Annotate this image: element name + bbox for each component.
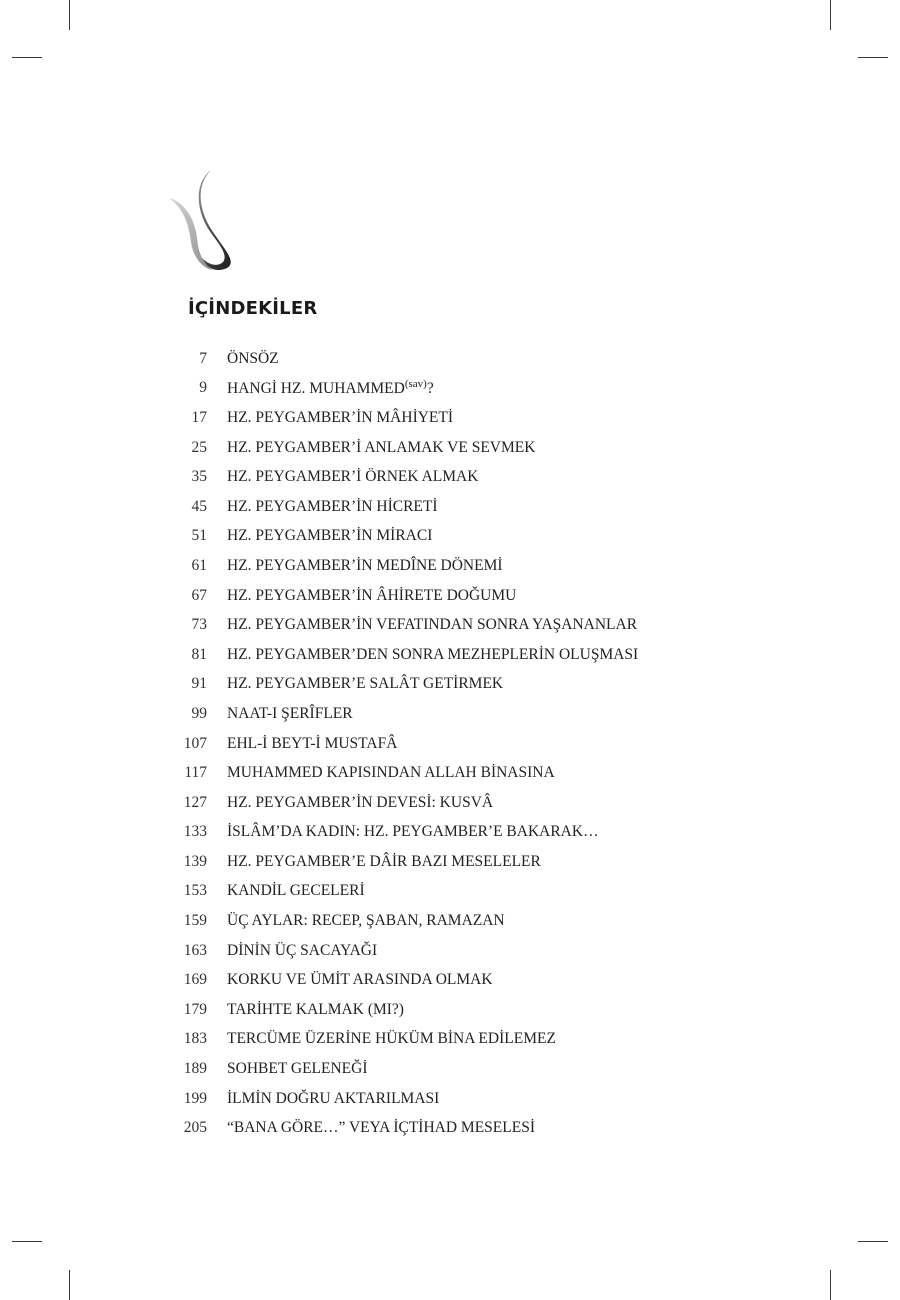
toc-entry[interactable]	[0, 403, 900, 433]
page-title: İÇİNDEKİLER	[188, 298, 318, 319]
toc-page-number: 73	[191, 616, 207, 634]
toc-page-number: 133	[183, 823, 207, 841]
toc-entry[interactable]	[0, 965, 900, 995]
toc-title	[227, 735, 397, 753]
toc-title	[227, 527, 432, 545]
toc-page-number: 127	[183, 793, 207, 811]
toc-title-text: HANGİ HZ. MUHAMMED	[227, 380, 405, 398]
toc-page-number: 61	[191, 556, 207, 574]
toc-title-text: İSLÂM’DA KADIN: HZ. PEYGAMBER’E BAKARAK…	[227, 823, 599, 841]
toc-title-text: EHL-İ BEYT-İ MUSTAFÂ	[227, 734, 398, 752]
toc-entry[interactable]	[0, 610, 900, 640]
toc-title-text: TARİHTE KALMAK (MI?)	[227, 1000, 404, 1018]
crescent-swash-icon	[165, 168, 245, 274]
toc-title-suffix: ?	[426, 380, 434, 398]
toc-title	[227, 616, 637, 634]
crop-mark-top-left	[69, 0, 70, 30]
toc-entry[interactable]	[0, 670, 900, 700]
toc-entry[interactable]	[0, 1113, 900, 1143]
toc-title	[227, 675, 503, 693]
toc-entry[interactable]	[0, 936, 900, 966]
toc-title-text: İLMİN DOĞRU AKTARILMASI	[227, 1089, 440, 1107]
toc-title-text: HZ. PEYGAMBER’E DÂİR BAZI MESELELER	[227, 852, 541, 870]
toc-title	[227, 912, 505, 930]
toc-entry[interactable]	[0, 729, 900, 759]
toc-entry[interactable]	[0, 433, 900, 463]
toc-title	[227, 764, 555, 782]
toc-title	[227, 646, 638, 664]
toc-title-text: HZ. PEYGAMBER’İN MİRACI	[227, 527, 433, 545]
toc-title-text: DİNİN ÜÇ SACAYAĞI	[227, 941, 378, 959]
toc-entry[interactable]	[0, 758, 900, 788]
toc-title	[227, 823, 599, 841]
crop-mark-bottom-left	[69, 1270, 70, 1300]
toc-title-text: HZ. PEYGAMBER’İN HİCRETİ	[227, 497, 438, 515]
toc-title	[227, 971, 493, 989]
crop-mark-bottom-right	[830, 1270, 831, 1300]
toc-entry[interactable]	[0, 640, 900, 670]
toc-title-text: HZ. PEYGAMBER’İ ANLAMAK VE SEVMEK	[227, 438, 536, 456]
toc-entry[interactable]	[0, 1025, 900, 1055]
toc-page-number: 189	[183, 1060, 207, 1078]
toc-page-number: 17	[191, 408, 207, 426]
toc-page-number: 51	[191, 527, 207, 545]
toc-title	[227, 1060, 368, 1078]
toc-title-text: SOHBET GELENEĞİ	[227, 1060, 368, 1078]
crop-mark-top-right	[830, 0, 831, 30]
toc-title-text: KANDİL GECELERİ	[227, 882, 365, 900]
toc-title	[227, 1030, 556, 1048]
toc-entry[interactable]	[0, 847, 900, 877]
toc-title-text: HZ. PEYGAMBER’İN VEFATINDAN SONRA YAŞANANLAR	[227, 616, 638, 634]
toc-title	[227, 794, 493, 812]
toc-title	[227, 378, 434, 398]
toc-title	[227, 1090, 439, 1108]
toc-title	[227, 705, 353, 723]
toc-page-number: 107	[183, 734, 207, 752]
toc-entry[interactable]	[0, 462, 900, 492]
toc-title	[227, 942, 377, 960]
toc-page-number: 7	[199, 349, 207, 367]
toc-title-text: “BANA GÖRE…” VEYA İÇTİHAD MESELESİ	[227, 1119, 535, 1137]
toc-page-number: 183	[183, 1030, 207, 1048]
crop-mark-bottom-right-h	[858, 1241, 888, 1242]
toc-entry[interactable]	[0, 995, 900, 1025]
toc-page-number: 169	[183, 971, 207, 989]
toc-title	[227, 439, 535, 457]
toc-page-number: 139	[183, 852, 207, 870]
toc-page-number: 117	[184, 764, 207, 782]
toc-title	[227, 409, 453, 427]
toc-title-superscript: (sav)	[404, 378, 427, 391]
crop-mark-bottom-left-h	[12, 1241, 42, 1242]
toc-title	[227, 557, 503, 575]
toc-page-number: 91	[191, 675, 207, 693]
toc-entry[interactable]	[0, 699, 900, 729]
toc-title-text: HZ. PEYGAMBER’İ ÖRNEK ALMAK	[227, 468, 479, 486]
toc-page-number: 159	[183, 912, 207, 930]
toc-title-text: HZ. PEYGAMBER’DEN SONRA MEZHEPLERİN OLUŞMASI	[227, 645, 639, 663]
toc-entry[interactable]	[0, 522, 900, 552]
toc-entry[interactable]	[0, 1084, 900, 1114]
toc-page-number: 35	[191, 468, 207, 486]
toc-title-text: KORKU VE ÜMİT ARASINDA OLMAK	[227, 971, 493, 989]
toc-title-text: HZ. PEYGAMBER’İN MÂHİYETİ	[227, 408, 454, 426]
toc-entry[interactable]	[0, 551, 900, 581]
crop-mark-top-right-h	[858, 57, 888, 58]
toc-entry[interactable]	[0, 581, 900, 611]
toc-title	[227, 350, 279, 368]
toc-title-text: HZ. PEYGAMBER’İN DEVESİ: KUSVÂ	[227, 793, 494, 811]
toc-title	[227, 468, 478, 486]
toc-title-text: TERCÜME ÜZERİNE HÜKÜM BİNA EDİLEMEZ	[227, 1030, 556, 1048]
toc-title-text: HZ. PEYGAMBER’E SALÂT GETİRMEK	[227, 675, 504, 693]
toc-entry[interactable]	[0, 492, 900, 522]
toc-entry[interactable]	[0, 818, 900, 848]
toc-page-number: 45	[191, 497, 207, 515]
toc-title-text: ÜÇ AYLAR: RECEP, ŞABAN, RAMAZAN	[227, 912, 505, 930]
toc-entry[interactable]	[0, 906, 900, 936]
toc-entry[interactable]	[0, 877, 900, 907]
toc-entry[interactable]	[0, 344, 900, 374]
toc-page-number: 67	[191, 586, 207, 604]
toc-page-number: 99	[191, 704, 207, 722]
crop-mark-top-left-h	[12, 57, 42, 58]
toc-page-number: 205	[183, 1119, 207, 1137]
toc-title-text: HZ. PEYGAMBER’İN ÂHİRETE DOĞUMU	[227, 586, 517, 604]
toc-title	[227, 882, 365, 900]
toc-title	[227, 498, 438, 516]
toc-entry[interactable]	[0, 788, 900, 818]
toc-page-number: 179	[183, 1000, 207, 1018]
toc-entry[interactable]	[0, 374, 900, 404]
toc-page-number: 199	[183, 1089, 207, 1107]
toc-title-text: HZ. PEYGAMBER’İN MEDÎNE DÖNEMİ	[227, 556, 503, 574]
toc-page-number: 9	[199, 379, 207, 397]
table-of-contents	[0, 344, 900, 1143]
toc-page-number: 163	[183, 941, 207, 959]
toc-entry[interactable]	[0, 1054, 900, 1084]
toc-title	[227, 1001, 404, 1019]
toc-title-text: MUHAMMED KAPISINDAN ALLAH BİNASINA	[227, 764, 555, 782]
toc-title	[227, 587, 516, 605]
toc-page-number: 153	[183, 882, 207, 900]
toc-title	[227, 1119, 535, 1137]
toc-page-number: 81	[191, 645, 207, 663]
toc-title-text: ÖNSÖZ	[227, 349, 279, 367]
toc-page-number: 25	[191, 438, 207, 456]
toc-title-text: NAAT-I ŞERÎFLER	[227, 704, 353, 722]
toc-title	[227, 853, 541, 871]
